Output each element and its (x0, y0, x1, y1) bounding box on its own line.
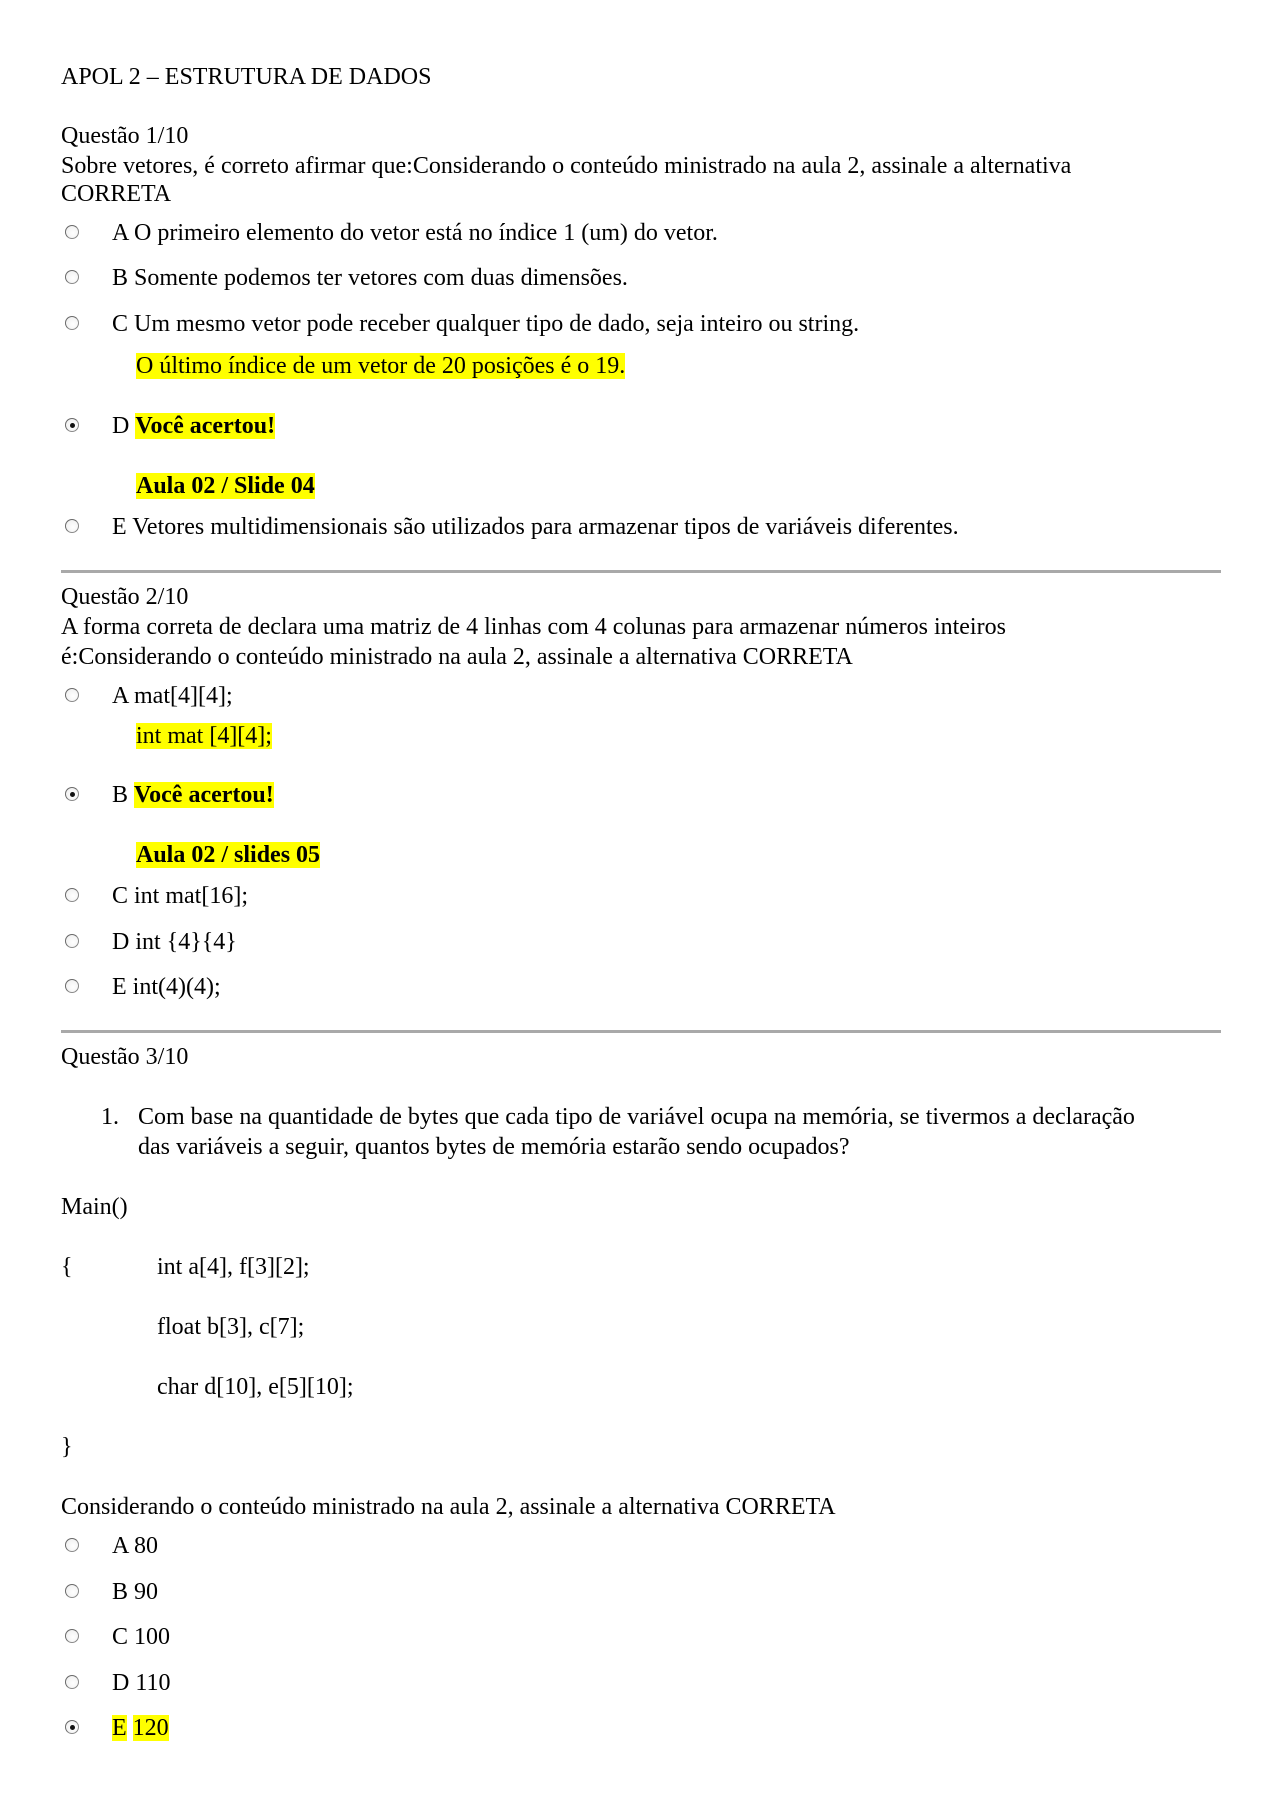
divider (61, 1030, 1221, 1033)
option-text: Um mesmo vetor pode receber qualquer tipo de dado, seja inteiro ou string. (134, 311, 860, 337)
q2-option-a[interactable] (112, 682, 233, 710)
question-3-prompt-line1: Com base na quantidade de bytes que cada tipo de variável ocupa na memória, se tivermos a declaração (138, 1104, 1135, 1130)
option-letter: C (112, 311, 129, 337)
q3-option-c-radio[interactable] (65, 1629, 79, 1643)
question-2-prompt-line2: é:Considerando o conteúdo ministrado na aula 2, assinale a alternativa CORRETA (61, 644, 853, 670)
reference-text: Aula 02 / slides 05 (136, 842, 321, 868)
q3-option-b-radio[interactable] (65, 1584, 79, 1598)
q2-option-e-radio[interactable] (65, 979, 79, 993)
highlighted-answer: int mat [4][4]; (136, 723, 272, 749)
option-letter: B (112, 1579, 129, 1605)
q1-option-d-radio-selected[interactable] (65, 418, 79, 432)
q3-option-a[interactable] (112, 1532, 158, 1560)
option-text: int(4)(4); (132, 974, 221, 1000)
feedback-correct: Você acertou! (134, 782, 274, 808)
option-text: 100 (134, 1624, 171, 1650)
question-1-prompt: Sobre vetores, é correto afirmar que:Considerando o conteúdo ministrado na aula 2, assinale a alternativa CORRETA (61, 153, 1072, 207)
q1-option-e-radio[interactable] (65, 519, 79, 533)
q1-option-d[interactable] (112, 412, 275, 440)
q3-option-b[interactable] (112, 1578, 158, 1606)
document-title: APOL 2 – ESTRUTURA DE DADOS (61, 64, 432, 90)
q2-option-d[interactable] (112, 928, 237, 956)
code-line-3: char d[10], e[5][10]; (157, 1374, 354, 1400)
q2-option-a-radio[interactable] (65, 688, 79, 702)
highlighted-answer: O último índice de um vetor de 20 posições é o 19. (136, 353, 626, 379)
q2-option-c[interactable] (112, 882, 248, 910)
q3-option-c[interactable] (112, 1623, 170, 1651)
list-item-number: 1. (101, 1104, 119, 1130)
option-letter: A (112, 220, 129, 246)
option-text: Vetores multidimensionais são utilizados para armazenar tipos de variáveis diferentes. (132, 514, 959, 540)
q2-option-b[interactable] (112, 781, 274, 809)
q3-option-e-radio-selected[interactable] (65, 1720, 79, 1734)
q1-option-c-radio[interactable] (65, 316, 79, 330)
q3-option-a-radio[interactable] (65, 1538, 79, 1552)
q3-option-e[interactable] (112, 1714, 169, 1742)
q1-option-c[interactable] (112, 310, 859, 338)
question-3-instruction: Considerando o conteúdo ministrado na aula 2, assinale a alternativa CORRETA (61, 1494, 836, 1520)
option-text: int mat[16]; (134, 883, 248, 909)
option-text: int {4}{4} (135, 929, 237, 955)
option-letter: A (112, 683, 129, 709)
option-text: Somente podemos ter vetores com duas dimensões. (134, 265, 628, 291)
option-letter: C (112, 1624, 129, 1650)
divider (61, 570, 1221, 573)
option-letter: B (112, 782, 129, 808)
q1-correct-answer-text (136, 352, 625, 380)
q1-option-b[interactable] (112, 264, 628, 292)
option-text: 110 (135, 1670, 171, 1696)
option-letter: E (112, 514, 127, 540)
option-letter: D (112, 1670, 130, 1696)
q1-option-b-radio[interactable] (65, 270, 79, 284)
q2-reference (136, 841, 320, 869)
reference-text: Aula 02 / Slide 04 (136, 473, 315, 499)
question-2-prompt-line1: A forma correta de declara uma matriz de 4 linhas com 4 colunas para armazenar números inteiros (61, 614, 1006, 640)
code-line-2: float b[3], c[7]; (157, 1314, 305, 1340)
q1-option-a-radio[interactable] (65, 225, 79, 239)
option-text: O primeiro elemento do vetor está no índice 1 (um) do vetor. (134, 220, 718, 246)
code-open-brace: { (61, 1254, 73, 1280)
option-text: 120 (132, 1715, 169, 1741)
q1-reference (136, 472, 315, 500)
q3-option-d[interactable] (112, 1669, 170, 1697)
option-letter: B (112, 265, 129, 291)
option-letter: E (112, 1715, 127, 1741)
q2-option-c-radio[interactable] (65, 888, 79, 902)
question-3-label: Questão 3/10 (61, 1044, 189, 1070)
q2-option-e[interactable] (112, 973, 221, 1001)
q2-correct-answer-text (136, 722, 272, 750)
option-letter: E (112, 974, 127, 1000)
q2-option-d-radio[interactable] (65, 934, 79, 948)
question-2-label: Questão 2/10 (61, 584, 189, 610)
feedback-correct: Você acertou! (135, 413, 276, 439)
option-text: 90 (134, 1579, 159, 1605)
q1-option-e[interactable] (112, 513, 959, 541)
question-1-label: Questão 1/10 (61, 123, 189, 149)
option-letter: D (112, 929, 130, 955)
code-close-brace: } (61, 1434, 73, 1460)
option-letter: C (112, 883, 129, 909)
q2-option-b-radio-selected[interactable] (65, 787, 79, 801)
q1-option-a[interactable] (112, 219, 718, 247)
option-letter: D (112, 413, 130, 439)
code-line-1: int a[4], f[3][2]; (157, 1254, 310, 1280)
option-text: mat[4][4]; (134, 683, 233, 709)
code-main: Main() (61, 1194, 128, 1220)
option-text: 80 (134, 1533, 159, 1559)
option-letter: A (112, 1533, 129, 1559)
q3-option-d-radio[interactable] (65, 1675, 79, 1689)
question-3-prompt-line2: das variáveis a seguir, quantos bytes de memória estarão sendo ocupados? (138, 1134, 850, 1160)
